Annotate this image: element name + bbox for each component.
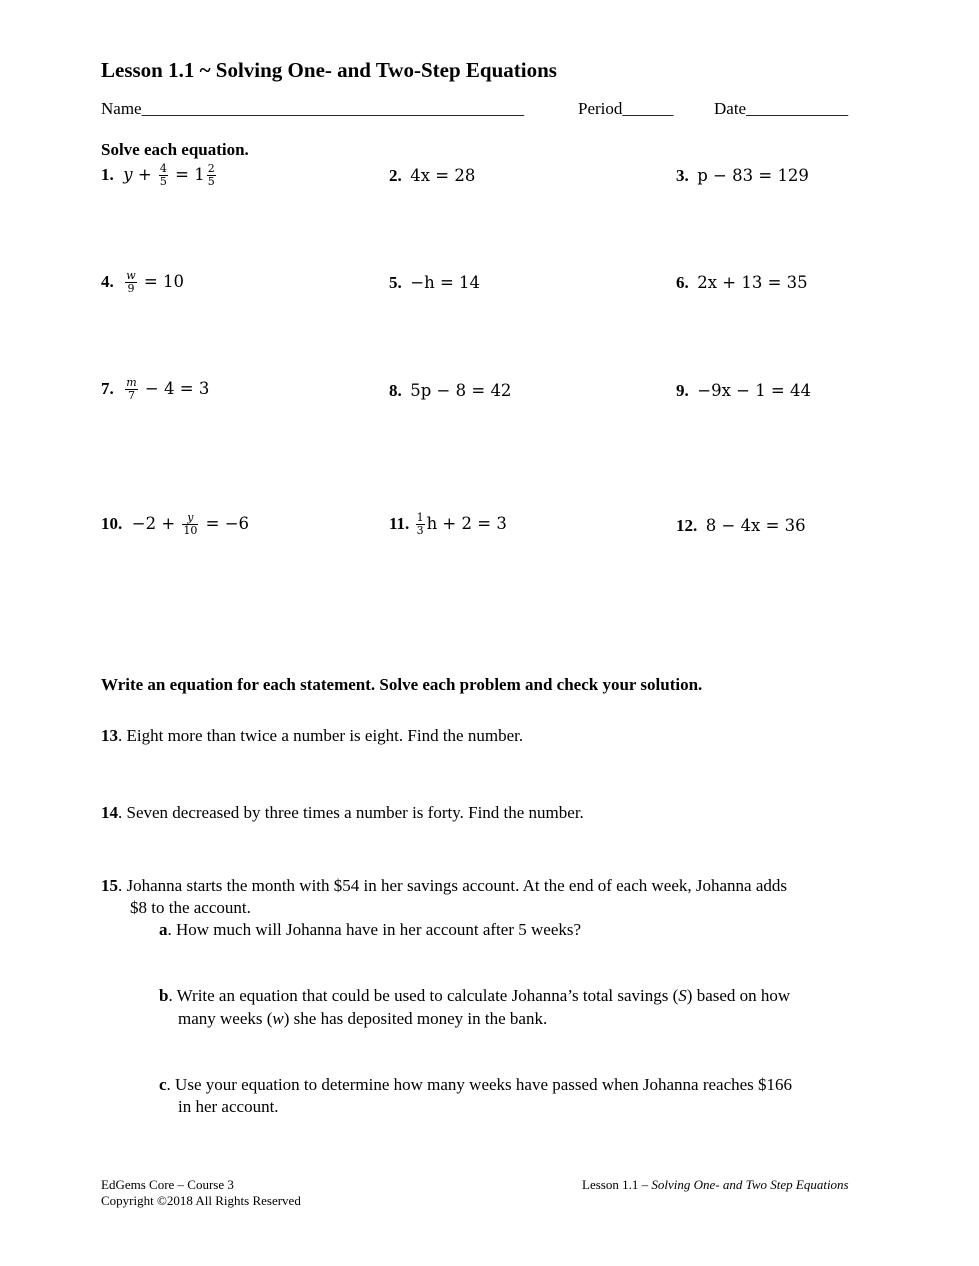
problem-number: 3. xyxy=(676,166,689,185)
section1-instruction: Solve each equation. xyxy=(101,140,249,159)
problem-number: 15 xyxy=(101,876,118,895)
equation: 8 − 4x = 36 xyxy=(705,516,806,535)
problem-number: 2. xyxy=(389,166,402,185)
problem-11 xyxy=(389,512,507,537)
op: −2 + xyxy=(131,514,181,533)
footer-copyright: Copyright ©2018 All Rights Reserved xyxy=(101,1193,301,1208)
problem-15b-line2 xyxy=(178,1009,547,1029)
problem-7 xyxy=(101,377,209,402)
equation: p − 83 = 129 xyxy=(697,166,809,185)
name-line: _____________________________________________ xyxy=(141,99,525,118)
problem-number: 6. xyxy=(676,273,689,292)
problem-number: 10. xyxy=(101,514,123,533)
problem-10 xyxy=(101,512,249,537)
var-w: w xyxy=(272,1009,284,1028)
name-label: Name xyxy=(101,99,142,118)
problem-5 xyxy=(389,273,480,293)
problem-12 xyxy=(676,516,806,536)
period-line: ______ xyxy=(622,99,674,118)
problem-number: 1. xyxy=(101,165,114,184)
part-text: ) based on how xyxy=(686,986,791,1005)
equation: −h = 14 xyxy=(410,273,481,292)
equation xyxy=(118,162,218,188)
problem-2 xyxy=(389,166,475,186)
footer-lesson-prefix: Lesson 1.1 – xyxy=(582,1177,652,1192)
footer-lesson-title: Solving One- and Two Step Equations xyxy=(651,1177,849,1192)
op: h + 2 = 3 xyxy=(426,514,507,533)
problem-1 xyxy=(101,163,218,188)
problem-number: 4. xyxy=(101,272,114,291)
footer-course: EdGems Core – Course 3 xyxy=(101,1177,234,1192)
var-S: S xyxy=(678,986,687,1005)
problem-15c-line2: in her account. xyxy=(178,1097,279,1116)
date-label: Date xyxy=(714,99,747,118)
part-text: many weeks ( xyxy=(178,1009,273,1028)
problem-14 xyxy=(101,803,584,823)
op: = 10 xyxy=(138,272,184,291)
period-field xyxy=(578,99,673,119)
period-label: Period xyxy=(578,99,623,118)
date-line: ____________ xyxy=(746,99,849,118)
fraction: $\frac{1}{3}$ xyxy=(416,511,424,537)
problem-9 xyxy=(676,381,811,401)
problem-15-line2: $8 to the account. xyxy=(130,898,251,917)
problem-text: . Eight more than twice a number is eight. Find the number. xyxy=(118,726,524,745)
fraction: $\frac{w}{9}$ xyxy=(126,269,136,295)
op: + xyxy=(132,165,157,184)
problem-6 xyxy=(676,273,808,293)
part-label: a xyxy=(159,920,168,939)
op: = 1 xyxy=(169,165,205,184)
equation xyxy=(118,376,210,402)
equation: 5p − 8 = 42 xyxy=(410,381,512,400)
problem-number: 13 xyxy=(101,726,118,745)
problem-number: 9. xyxy=(676,381,689,400)
date-field xyxy=(714,99,848,119)
name-field xyxy=(101,99,524,119)
problem-13 xyxy=(101,726,523,746)
fraction: $\frac{2}{5}$ xyxy=(207,162,215,188)
problem-number: 14 xyxy=(101,803,118,822)
equation xyxy=(127,511,250,537)
problem-15c-line1 xyxy=(159,1075,792,1095)
problem-15a xyxy=(159,920,581,940)
equation xyxy=(414,511,507,537)
problem-text: . Johanna starts the month with $54 in her savings account. At the end of each week, Johanna adds xyxy=(118,876,787,895)
section2-instruction: Write an equation for each statement. Solve each problem and check your solution. xyxy=(101,675,703,694)
page-title: Lesson 1.1 ~ Solving One- and Two-Step Equations xyxy=(101,58,557,82)
equation xyxy=(118,269,184,295)
part-text: ) she has deposited money in the bank. xyxy=(283,1009,548,1028)
problem-text: . Seven decreased by three times a number is forty. Find the number. xyxy=(118,803,584,822)
equation: 4x = 28 xyxy=(410,166,476,185)
part-label: b xyxy=(159,986,169,1005)
problem-4 xyxy=(101,270,184,295)
problem-number: 5. xyxy=(389,273,402,292)
problem-8 xyxy=(389,381,511,401)
op: − 4 = 3 xyxy=(139,379,210,398)
problem-number: 8. xyxy=(389,381,402,400)
fraction: $\frac{4}{5}$ xyxy=(159,162,167,188)
part-label: c xyxy=(159,1075,167,1094)
var-y: y xyxy=(123,165,133,184)
problem-number: 7. xyxy=(101,379,114,398)
problem-3 xyxy=(676,166,809,186)
equation: 2x + 13 = 35 xyxy=(697,273,808,292)
equation: −9x − 1 = 44 xyxy=(697,381,812,400)
problem-number: 11. xyxy=(389,514,410,533)
part-text: . How much will Johanna have in her account after 5 weeks? xyxy=(167,920,582,939)
fraction: $\frac{m}{7}$ xyxy=(126,376,137,402)
footer-lesson xyxy=(582,1177,849,1193)
part-text: . Use your equation to determine how many weeks have passed when Johanna reaches $166 xyxy=(166,1075,793,1094)
op: = −6 xyxy=(200,514,250,533)
part-text: . Write an equation that could be used to calculate Johanna’s total savings ( xyxy=(168,986,679,1005)
problem-number: 12. xyxy=(676,516,698,535)
problem-15-line1 xyxy=(101,876,787,896)
problem-15b-line1 xyxy=(159,986,790,1006)
fraction: $\frac{y}{10}$ xyxy=(183,511,198,537)
